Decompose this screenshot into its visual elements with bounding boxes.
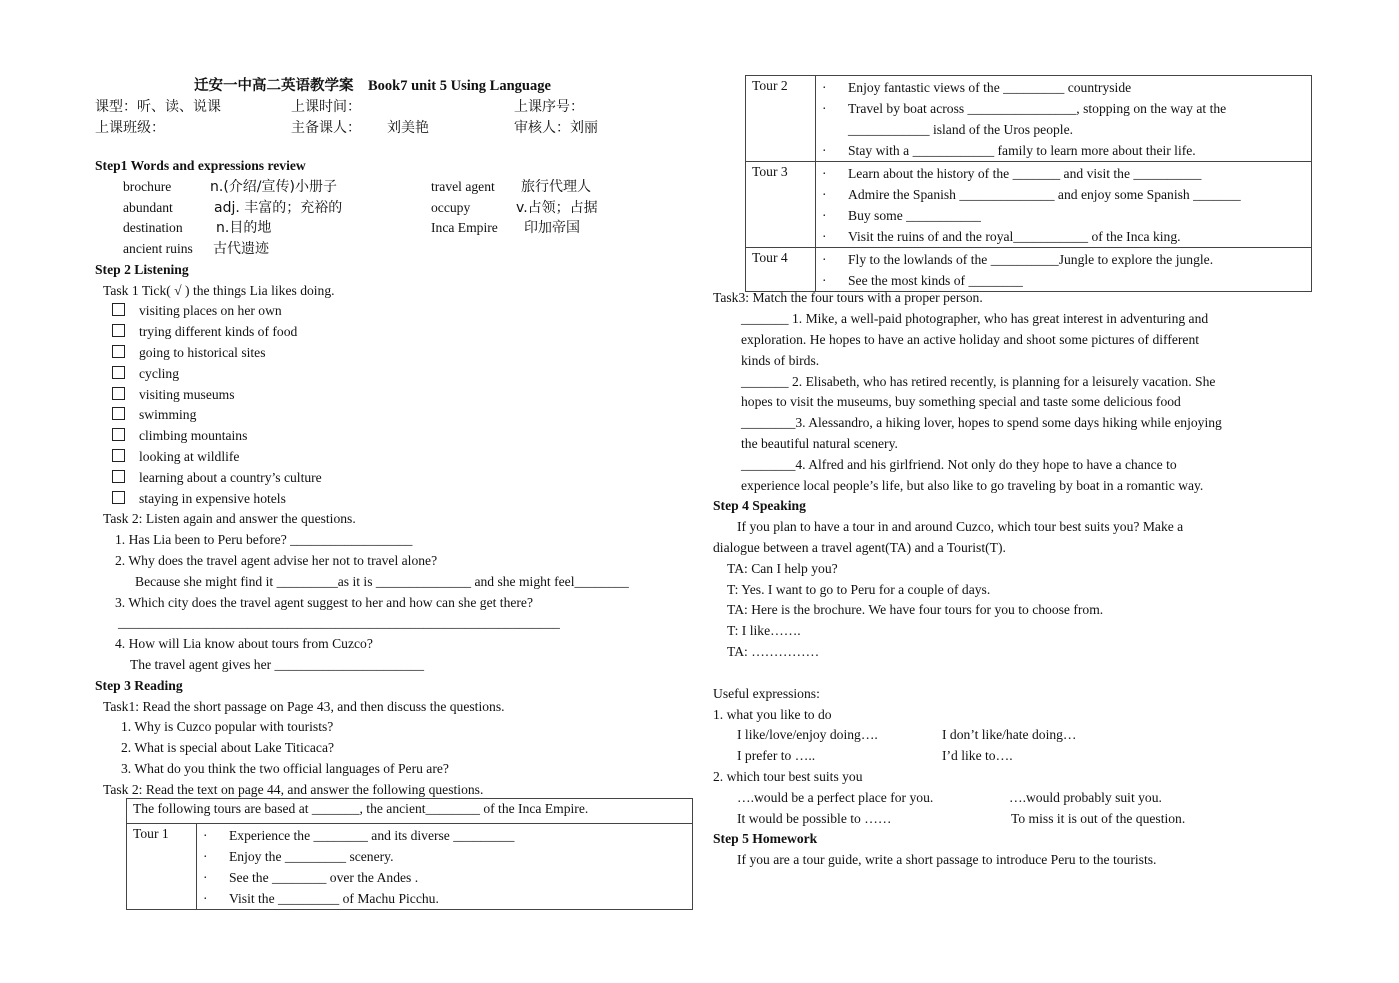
vocab-word: travel agent [431,179,495,194]
task3-line: experience local people’s life, but also like to go traveling by boat in a romantic way. [741,478,1204,493]
speaking-instruction: dialogue between a travel agent(TA) and a Tourist(T). [713,540,1006,555]
expression: I don’t like/hate doing… [942,727,1077,742]
tours-table [745,75,1312,292]
question: 3. Which city does the travel agent suggest to her and how can she get there? [115,595,533,610]
tour-line: Enjoy the _________ scenery. [229,849,394,864]
tour-line: Fly to the lowlands of the __________Jungle to explore the jungle. [848,252,1214,267]
course-type: 课型：听、读、说课 [95,99,221,115]
step1-heading: Step1 Words and expressions review [95,158,306,173]
answer-line: Because she might find it _________as it is ______________ and she might feel________ [135,574,629,589]
checkbox-item[interactable] [112,365,179,383]
checkbox-icon[interactable] [112,407,125,420]
answer-line: The travel agent gives her ______________________ [130,657,425,672]
homework-text: If you are a tour guide, write a short passage to introduce Peru to the tourists. [737,852,1157,867]
vocab-word: Inca Empire [431,220,498,235]
dialogue-line: TA: Can I help you? [727,561,838,576]
checkbox-icon[interactable] [112,470,125,483]
tour-line: Visit the _________ of Machu Picchu. [229,891,439,906]
question: 2. What is special about Lake Titicaca? [121,740,335,755]
checkbox-item[interactable] [112,302,282,320]
dialogue-line: T: Yes. I want to go to Peru for a couple of days. [727,582,991,597]
tour-line: Stay with a ____________ family to learn more about their life. [848,143,1196,158]
checkbox-item[interactable] [112,427,247,445]
bullet-icon: · [822,208,827,223]
dialogue-line: TA: Here is the brochure. We have four tours for you to choose from. [727,602,1104,617]
question: 1. Has Lia been to Peru before? __________________ [115,532,413,547]
tour-name: Tour 4 [746,248,816,292]
vocab-meaning: n.目的地 [216,220,272,236]
expression: ….would be a perfect place for you. [737,790,934,805]
checkbox-item[interactable] [112,448,239,466]
dialogue-line: TA: …………… [727,644,820,659]
checkbox-label: cycling [139,366,180,381]
checkbox-label: looking at wildlife [139,449,240,464]
tour-line: Enjoy fantastic views of the _________ countryside [848,80,1132,95]
checkbox-label: going to historical sites [139,345,266,360]
expression: I like/love/enjoy doing…. [737,727,878,742]
checkbox-item[interactable] [112,406,196,424]
useful-expressions-label: Useful expressions: [713,686,820,701]
bullet-icon: · [203,891,208,906]
checkbox-label: swimming [139,407,197,422]
task3-line: _______ 2. Elisabeth, who has retired recently, is planning for a leisurely vacation. She [741,374,1216,389]
speaking-instruction: If you plan to have a tour in and around Cuzco, which tour best suits you? Make a [737,519,1184,534]
preparer-name: 刘美艳 [387,120,429,136]
task3-line: _______ 1. Mike, a well-paid photographer, who has great interest in adventuring and [741,311,1209,326]
tour-line: Buy some ___________ [848,208,981,223]
vocab-meaning: 旅行代理人 [521,179,591,195]
vocab-word: occupy [431,200,471,215]
reviewer: 审核人：刘丽 [514,120,598,136]
checkbox-label: learning about a country’s culture [139,470,322,485]
question: 2. Why does the travel agent advise her not to travel alone? [115,553,438,568]
tour-name: Tour 2 [746,76,816,162]
bullet-icon: · [203,828,208,843]
task3-line: kinds of birds. [741,353,820,368]
expression: ….would probably suit you. [1009,790,1162,805]
bullet-icon: · [822,252,827,267]
vocab-meaning: 印加帝国 [524,220,580,236]
tour-name: Tour 3 [746,162,816,248]
vocab-word: destination [123,220,183,235]
checkbox-item[interactable] [112,323,297,341]
checkbox-icon[interactable] [112,428,125,441]
expression: I prefer to ….. [737,748,816,763]
task3-line: ________3. Alessandro, a hiking lover, hopes to spend some days hiking while enjoying [741,415,1222,430]
checkbox-item[interactable] [112,344,266,362]
bullet-icon: · [203,870,208,885]
bullet-icon: · [822,80,827,95]
checkbox-icon[interactable] [112,387,125,400]
step5-heading: Step 5 Homework [713,831,818,846]
checkbox-label: visiting museums [139,387,235,402]
vocab-word: brochure [123,179,172,194]
expression: I’d like to…. [942,748,1013,763]
checkbox-label: visiting places on her own [139,303,282,318]
vocab-meaning: n.(介绍/宣传)小册子 [210,179,337,195]
expression-heading: 2. which tour best suits you [713,769,863,784]
vocab-meaning: v.占领；占据 [516,200,598,216]
task3-line: exploration. He hopes to have an active holiday and shoot some pictures of different [741,332,1200,347]
task3-line: ________4. Alfred and his girlfriend. Not only do they hope to have a chance to [741,457,1177,472]
checkbox-item[interactable] [112,469,322,487]
tour-line: Learn about the history of the _______ and visit the __________ [848,166,1202,181]
task2-instruction: Task 2: Listen again and answer the questions. [103,511,356,526]
dialogue-line: T: I like……. [727,623,801,638]
task3-line: hopes to visit the museums, buy something special and taste some delicious food [741,394,1181,409]
expression-heading: 1. what you like to do [713,707,832,722]
task3-line: the beautiful natural scenery. [741,436,898,451]
tour-name: Tour 1 [127,824,197,910]
reading-task2: Task 2: Read the text on page 44, and answer the following questions. [103,782,484,797]
page-title: 迁安一中高二英语教学案 Book7 unit 5 Using Language [194,78,551,94]
question: 1. Why is Cuzco popular with tourists? [121,719,334,734]
question: 3. What do you think the two official languages of Peru are? [121,761,449,776]
checkbox-icon[interactable] [112,491,125,504]
checkbox-icon[interactable] [112,345,125,358]
checkbox-label: climbing mountains [139,428,248,443]
bullet-icon: · [822,101,827,116]
bullet-icon: · [822,143,827,158]
bullet-icon: · [822,229,827,244]
bullet-icon: · [203,849,208,864]
checkbox-icon[interactable] [112,366,125,379]
step2-heading: Step 2 Listening [95,262,189,277]
checkbox-icon[interactable] [112,324,125,337]
task3-heading: Task3: Match the four tours with a proper person. [713,290,983,305]
table-caption: The following tours are based at _______, the ancient________ of the Inca Empire. [127,799,693,824]
tour-line: ____________ island of the Uros people. [848,122,1074,137]
reading-task1: Task1: Read the short passage on Page 43, and then discuss the questions. [103,699,505,714]
vocab-meaning: adj. 丰富的；充裕的 [214,200,343,216]
checkbox-icon[interactable] [112,303,125,316]
tour-line: Experience the ________ and its diverse _________ [229,828,515,843]
bullet-icon: · [822,187,827,202]
vocab-word: abundant [123,200,173,215]
step4-heading: Step 4 Speaking [713,498,806,513]
tour-line: See the most kinds of ________ [848,273,1023,288]
bullet-icon: · [822,273,827,288]
checkbox-item[interactable] [112,490,286,508]
tour-line: Visit the ruins of and the royal___________ of the Inca king. [848,229,1181,244]
checkbox-icon[interactable] [112,449,125,462]
lesson-number: 上课序号： [514,99,584,115]
checkbox-label: staying in expensive hotels [139,491,286,506]
vocab-word: ancient ruins [123,241,193,256]
expression: To miss it is out of the question. [1011,811,1186,826]
bullet-icon: · [822,166,827,181]
tour-line: Travel by boat across ________________, stopping on the way at the [848,101,1227,116]
class-name: 上课班级： [95,120,165,136]
tour-line: See the ________ over the Andes . [229,870,419,885]
question: 4. How will Lia know about tours from Cuzco? [115,636,373,651]
class-time: 上课时间： [291,99,361,115]
checkbox-label: trying different kinds of food [139,324,298,339]
tour-line: Admire the Spanish ______________ and enjoy some Spanish _______ [848,187,1241,202]
answer-line: _________________________________________________________________ [118,615,560,630]
task1-instruction: Task 1 Tick( √ ) the things Lia likes doing. [103,283,335,298]
preparer-label: 主备课人： [291,120,361,136]
step3-heading: Step 3 Reading [95,678,183,693]
vocab-meaning: 古代遗迹 [213,241,269,257]
tour1-table [126,798,693,910]
checkbox-item[interactable] [112,386,235,404]
expression: It would be possible to …… [737,811,892,826]
